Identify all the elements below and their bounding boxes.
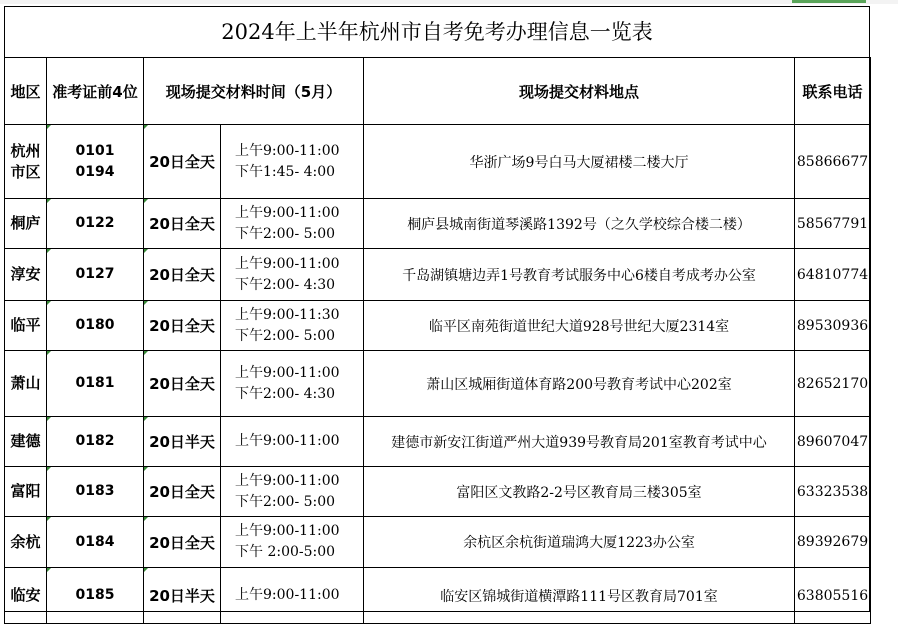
location-cell: 临安区锦城街道横潭路111号区教育局701室	[364, 568, 795, 624]
day-cell: 20日全天	[144, 199, 221, 249]
day-cell: 20日全天	[144, 249, 221, 301]
time-value: 上午9:00-11:30	[235, 306, 340, 323]
info-table	[4, 57, 871, 624]
area-line: 市区	[10, 162, 41, 181]
day-cell: 20日全天	[144, 467, 221, 517]
selection-indicator	[792, 0, 866, 3]
phone-cell: 89607047	[795, 417, 871, 467]
table-body	[5, 125, 871, 624]
time-value: 下午2:00- 4:30	[235, 276, 336, 293]
area-cell: 余杭	[5, 517, 47, 568]
time-value: 上午9:00-11:00	[235, 523, 340, 539]
top-strip	[0, 0, 898, 4]
area-cell: 富阳	[5, 467, 47, 517]
code-value: 0183	[75, 483, 115, 499]
code-cell	[47, 199, 144, 249]
time-cell	[221, 568, 364, 624]
phone-cell: 58567791	[795, 199, 871, 249]
time-value: 上午9:00-11:00	[235, 255, 340, 272]
day-cell: 20日全天	[144, 301, 221, 351]
header-location: 现场提交材料地点	[364, 58, 795, 125]
code-cell	[47, 467, 144, 517]
time-cell	[221, 467, 364, 517]
code-cell	[47, 517, 144, 568]
time-cell	[221, 417, 364, 467]
code-value: 0180	[75, 317, 115, 333]
location-cell: 桐庐县城南街道琴溪路1392号（之久学校综合楼二楼）	[364, 199, 795, 249]
time-cell	[221, 351, 364, 417]
code-value: 0127	[75, 266, 115, 282]
location-cell: 富阳区文教路2-2号区教育局三楼305室	[364, 467, 795, 517]
phone-cell: 89392679	[795, 517, 871, 568]
table-row	[5, 125, 871, 199]
phone-cell: 89530936	[795, 301, 871, 351]
code-cell	[47, 249, 144, 301]
code-cell	[47, 351, 144, 417]
time-cell	[221, 249, 364, 301]
location-cell: 临平区南苑街道世纪大道928号世纪大厦2314室	[364, 301, 795, 351]
code-cell	[47, 125, 144, 199]
location-cell: 余杭区余杭街道瑞鸿大厦1223办公室	[364, 517, 795, 568]
phone-cell: 63323538	[795, 467, 871, 517]
time-value: 下午2:00- 5:00	[235, 225, 336, 242]
table-row	[5, 417, 871, 467]
day-cell: 20日全天	[144, 517, 221, 568]
header-time: 现场提交材料时间（5月）	[144, 58, 364, 125]
phone-cell: 64810774	[795, 249, 871, 301]
time-cell	[221, 125, 364, 199]
code-value: 0185	[75, 587, 115, 603]
day-cell: 20日半天	[144, 417, 221, 467]
area-cell: 临安	[5, 568, 47, 624]
table-row	[5, 351, 871, 417]
time-value: 上午9:00-11:00	[235, 587, 340, 603]
area-cell: 建德	[5, 417, 47, 467]
code-value: 0101	[75, 142, 115, 159]
phone-cell: 63805516	[795, 568, 871, 624]
code-value: 0194	[75, 163, 115, 180]
code-cell	[47, 568, 144, 624]
time-value: 上午9:00-11:00	[235, 472, 340, 489]
page-title: 2024年上半年杭州市自考免考办理信息一览表	[221, 20, 653, 44]
code-cell	[47, 301, 144, 351]
time-cell	[221, 301, 364, 351]
day-cell: 20日半天	[144, 568, 221, 624]
area-cell: 桐庐	[5, 199, 47, 249]
code-value: 0182	[75, 433, 115, 449]
time-cell	[221, 517, 364, 568]
table-row	[5, 467, 871, 517]
code-value: 0122	[75, 215, 115, 231]
time-value: 下午1:45- 4:00	[235, 163, 336, 180]
day-cell: 20日全天	[144, 125, 221, 199]
phone-cell: 82652170	[795, 351, 871, 417]
time-value: 上午9:00-11:00	[235, 142, 340, 159]
code-value: 0184	[75, 533, 115, 550]
time-value: 上午9:00-11:00	[235, 433, 340, 449]
time-cell	[221, 199, 364, 249]
time-value: 下午2:00- 5:00	[235, 327, 336, 344]
header-area: 地区	[5, 58, 47, 125]
table-row	[5, 517, 871, 568]
time-value: 下午 2:00-5:00	[235, 544, 336, 560]
location-cell: 华浙广场9号白马大厦裙楼二楼大厅	[364, 125, 795, 199]
area-cell: 淳安	[5, 249, 47, 301]
time-value: 上午9:00-11:00	[235, 204, 340, 221]
phone-cell: 85866677	[795, 125, 871, 199]
day-cell: 20日全天	[144, 351, 221, 417]
table-row	[5, 568, 871, 624]
code-cell	[47, 417, 144, 467]
area-cell: 临平	[5, 301, 47, 351]
header-phone: 联系电话	[795, 58, 871, 125]
table-row	[5, 199, 871, 249]
code-value: 0181	[75, 375, 115, 391]
time-value: 下午2:00- 5:00	[235, 493, 336, 510]
table-row	[5, 249, 871, 301]
area-line: 杭州	[10, 141, 41, 160]
location-cell: 建德市新安江街道严州大道939号教育局201室教育考试中心	[364, 417, 795, 467]
time-value: 上午9:00-11:00	[235, 364, 340, 381]
location-cell: 萧山区城厢街道体育路200号教育考试中心202室	[364, 351, 795, 417]
time-value: 下午2:00- 4:30	[235, 385, 336, 402]
location-cell: 千岛湖镇塘边弄1号教育考试服务中心6楼自考成考办公室	[364, 249, 795, 301]
area-cell	[5, 125, 47, 199]
header-code: 准考证前4位	[47, 58, 144, 125]
table-row	[5, 301, 871, 351]
header-row	[5, 58, 871, 125]
info-sheet	[4, 6, 870, 612]
area-cell: 萧山	[5, 351, 47, 417]
